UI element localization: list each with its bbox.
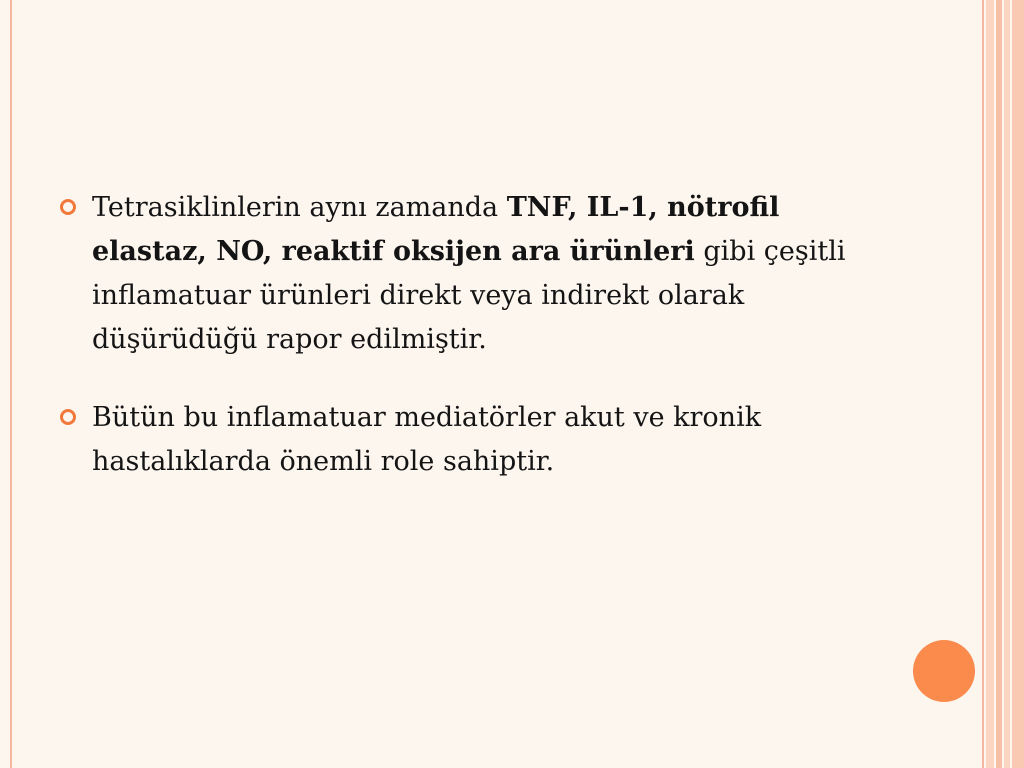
bullet-text-bold: TNF, IL-1, nötrofil elastaz, NO, reaktif oksijen ara ürünleri (92, 192, 780, 267)
right-decorative-stripes (978, 0, 1024, 768)
stripe (986, 0, 994, 768)
left-border-line (10, 0, 12, 768)
bullet-item (60, 186, 880, 362)
bullet-item (60, 396, 880, 484)
stripe (1004, 0, 1010, 768)
bullet-circle-icon (60, 199, 76, 215)
decorative-circle (913, 640, 975, 702)
slide-body (60, 186, 880, 484)
bullet-text-intro: Tetrasiklinlerin aynı zamanda (92, 192, 507, 223)
stripe (996, 0, 1002, 768)
bullet-text-rest: gibi çeşitli inflamatuar ürünleri direkt veya indirekt olarak düşürüdüğü rapor edilmiştir. (92, 236, 846, 355)
bullet-circle-icon (60, 409, 76, 425)
bullet-text: Bütün bu inflamatuar mediatörler akut ve kronik hastalıklarda önemli role sahiptir. (92, 402, 762, 477)
stripe (1012, 0, 1024, 768)
stripe (982, 0, 984, 768)
